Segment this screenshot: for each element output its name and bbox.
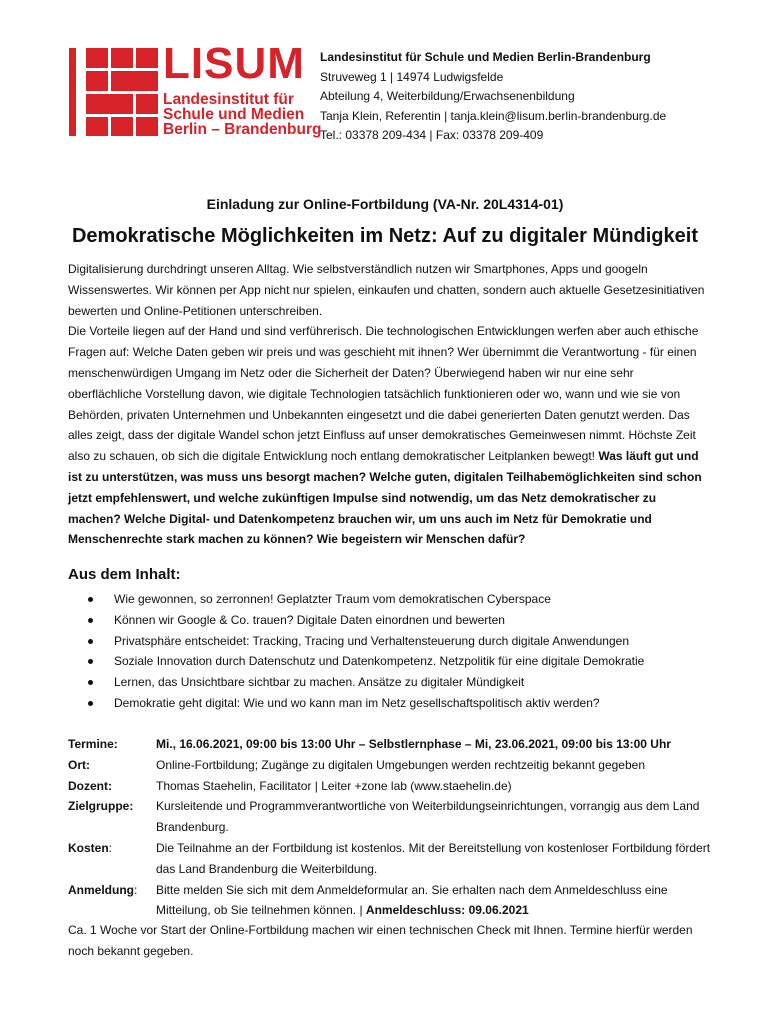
logo-line-3: Berlin – Brandenburg <box>163 121 322 138</box>
department: Abteilung 4, Weiterbildung/Erwachsenenbildung <box>320 89 575 103</box>
intro-paragraph-2 <box>68 321 708 550</box>
institute-name: Landesinstitut für Schule und Medien Berlin-Brandenburg <box>320 50 651 64</box>
bullet-icon <box>88 597 93 602</box>
list-item: Können wir Google & Co. trauen? Digitale Daten einordnen und bewerten <box>88 610 644 631</box>
dozent-value: Thomas Staehelin, Facilitator | Leiter +zone lab (www.staehelin.de) <box>156 778 512 793</box>
ort-value: Online-Fortbildung; Zugänge zu digitalen Umgebungen werden rechtzeitig bekannt gegeben <box>156 757 645 772</box>
detail-termine <box>68 734 711 755</box>
ort-label: Ort: <box>68 757 90 772</box>
bullet-icon <box>88 680 93 685</box>
kosten-label: Kosten: <box>68 840 113 855</box>
logo-wordmark: LISUM <box>163 39 305 88</box>
bullet-icon <box>88 618 93 623</box>
list-item: Demokratie geht digital: Wie und wo kann man im Netz gesellschaftspolitisch aktiv werden? <box>88 693 644 714</box>
detail-anmeldung <box>68 880 711 922</box>
zielgruppe-label: Zielgruppe: <box>68 799 134 814</box>
logo-bar <box>69 48 76 136</box>
intro-paragraph-1: Digitalisierung durchdringt unseren Alltag. Wie selbstverständlich nutzen wir Smartphones, Apps und googeln Wissenswertes. Wir können per App nicht nur spielen, einkaufen und chatten, sondern auch aktuelle Gesetzesinitiativen bewerten und Online-Petitionen unterschreiben. <box>68 262 705 318</box>
page-title: Demokratische Möglichkeiten im Netz: Auf zu digitaler Mündigkeit <box>71 225 698 247</box>
registration-deadline: Anmeldeschluss: 09.06.2021 <box>365 903 529 918</box>
intro-text <box>68 259 708 550</box>
contact-person: Tanja Klein, Referentin | tanja.klein@lisum.berlin-brandenburg.de <box>320 108 667 123</box>
termine-value: Mi., 16.06.2021, 09:00 bis 13:00 Uhr – Selbstlernphase – Mi, 23.06.2021, 09:00 bis 13:00 Uhr <box>156 737 671 751</box>
zielgruppe-value: Kursleitende und Programmverantwortliche von Weiterbildungseinrichtungen, vorrangig aus dem Land Brandenburg. <box>156 799 700 835</box>
lisum-logo <box>69 39 322 140</box>
detail-zielgruppe <box>68 796 711 838</box>
intro-questions: Was läuft gut und ist zu unterstützen, was muss uns besorgt machen? Welche guten, digitalen Teilhabemöglichkeiten sind schon jetzt empfehlenswert, und welche zukünftigen Impulse sind notwendig, um das Netz demokratischer zu machen? Welche Digital- und Datenkompetenz brauchen wir, um uns auch im Netz für Demokratie und Menschenrechte stark machen zu können? Wie begeistern wir Menschen dafür? <box>68 449 702 547</box>
contents-list <box>88 589 644 714</box>
sender-address <box>320 48 666 146</box>
bullet-icon <box>88 639 93 644</box>
dozent-label: Dozent: <box>68 778 112 793</box>
phone-fax: Tel.: 03378 209-434 | Fax: 03378 209-409 <box>320 128 544 142</box>
anmeldung-label: Anmeldung: <box>68 882 138 897</box>
contents-heading: Aus dem Inhalt: <box>68 566 181 583</box>
list-item: Wie gewonnen, so zerronnen! Geplatzter Traum vom demokratischen Cyberspace <box>88 589 644 610</box>
logo-line-2: Schule und Medien <box>163 106 305 123</box>
technical-check-note: Ca. 1 Woche vor Start der Online-Fortbildung machen wir einen technischen Check mit Ihnen. Termine hierfür werden noch bekannt gegeben. <box>68 923 693 958</box>
event-details <box>68 734 711 921</box>
invitation-line: Einladung zur Online-Fortbildung (VA-Nr. 20L4314-01) <box>206 196 564 212</box>
detail-ort <box>68 755 711 776</box>
list-item: Soziale Innovation durch Datenschutz und Datenkompetenz. Netzpolitik für eine digitale Demokratie <box>88 651 644 672</box>
kosten-value: Die Teilnahme an der Fortbildung ist kostenlos. Mit der Bereitstellung von kostenloser Fortbildung fördert das Land Brandenburg die Weiterbildung. <box>156 840 711 876</box>
detail-dozent <box>68 776 711 797</box>
list-item: Privatsphäre entscheidet: Tracking, Tracing und Verhaltensteuerung durch digitale Anwendungen <box>88 631 644 652</box>
intro-paragraph-2-text: Die Vorteile liegen auf der Hand und sind verführerisch. Die technologischen Entwicklungen werfen aber auch ethische Fragen auf: Welche Daten geben wir preis und was geschieht mit ihnen? Wer übernimmt die Verantwortung - für einen menschenwürdigen Umgang im Netz oder die Sicherheit der Daten? Überwiegend haben wir nur eine sehr oberflächliche Vorstellung davon, wie digitale Technologien tatsächlich funktionieren oder wo, wann und wie sie von Behörden, privaten Unternehmen und Unbekannten eingesetzt und die dabei generierten Daten genutzt werden. Das alles zeigt, dass der digitale Wandel schon jetzt Einfluss auf unser demokratisches Gemeinwesen nimmt. Höchste Zeit also zu schauen, ob sich die digitale Entwicklung noch entlang demokratischer Leitplanken bewegt! <box>68 324 699 464</box>
list-item: Lernen, das Unsichtbare sichtbar zu machen. Ansätze zu digitaler Mündigkeit <box>88 672 644 693</box>
logo-mosaic <box>86 48 158 136</box>
bullet-icon <box>88 659 93 664</box>
anmeldung-value: Bitte melden Sie sich mit dem Anmeldeformular an. Sie erhalten nach dem Anmeldeschluss eine Mitteilung, ob Sie teilnehmen können. | Anmeldeschluss: 09.06.2021 <box>156 882 668 918</box>
termine-label: Termine: <box>68 737 118 751</box>
logo-line-1: Landesinstitut für <box>163 91 294 108</box>
street: Struveweg 1 | 14974 Ludwigsfelde <box>320 69 504 84</box>
detail-kosten <box>68 838 711 880</box>
bullet-icon <box>88 701 93 706</box>
